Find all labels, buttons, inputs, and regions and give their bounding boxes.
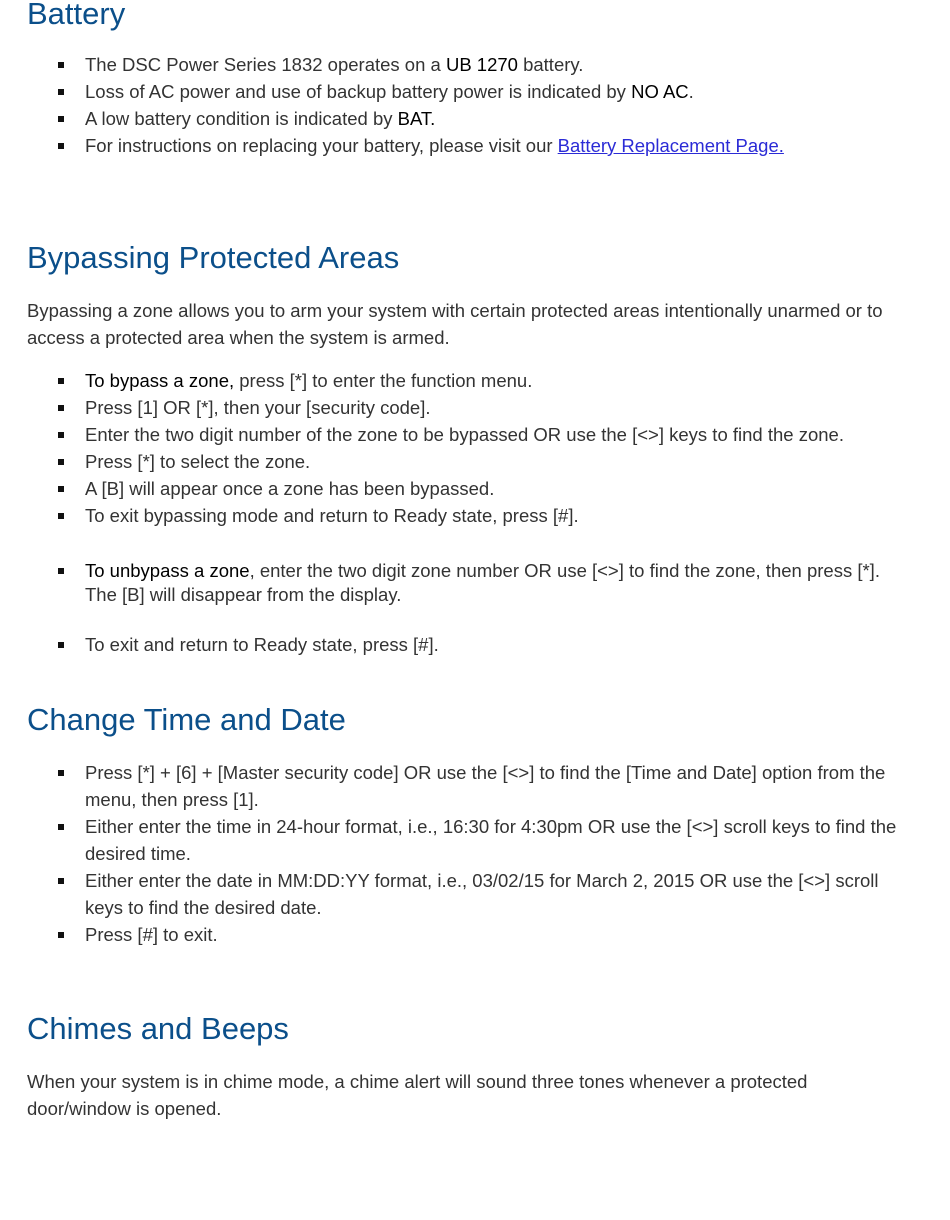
square-bullet-icon	[58, 116, 64, 122]
time-date-list	[27, 759, 907, 948]
bypass-heading: Bypassing Protected Areas	[27, 240, 400, 275]
item-text: To exit and return to Ready state, press [#].	[85, 634, 439, 655]
item-text: Either enter the date in MM:DD:YY format, i.e., 03/02/15 for March 2, 2015 OR use the [<>] scroll keys to find the desired date.	[85, 870, 879, 918]
list-item	[27, 394, 844, 421]
item-text: Press [#] to exit.	[85, 924, 218, 945]
list-item	[27, 867, 907, 921]
list-item	[27, 475, 844, 502]
square-bullet-icon	[58, 932, 64, 938]
item-text: press [*] to enter the function menu.	[234, 370, 533, 391]
square-bullet-icon	[58, 62, 64, 68]
square-bullet-icon	[58, 143, 64, 149]
item-text: Press [1] OR [*], then your [security code].	[85, 397, 431, 418]
exit-list	[27, 631, 439, 658]
list-item	[27, 559, 907, 607]
item-text: Enter the two digit number of the zone to be bypassed OR use the [<>] keys to find the zone.	[85, 424, 844, 445]
no-ac-indicator: NO AC	[631, 81, 689, 102]
item-text: Press [*] to select the zone.	[85, 451, 311, 472]
time-date-heading: Change Time and Date	[27, 702, 346, 737]
square-bullet-icon	[58, 770, 64, 776]
list-item	[27, 132, 784, 159]
item-text: A low battery condition is indicated by	[85, 108, 398, 129]
item-lead: To bypass a zone,	[85, 370, 235, 391]
battery-type: UB 1270	[445, 54, 518, 75]
square-bullet-icon	[58, 642, 64, 648]
battery-heading: Battery	[27, 0, 126, 31]
item-text: battery.	[517, 54, 584, 75]
item-lead: To unbypass a zone	[85, 560, 250, 581]
battery-list	[27, 51, 784, 159]
square-bullet-icon	[58, 89, 64, 95]
bat-indicator: BAT.	[397, 108, 436, 129]
bypass-list	[27, 367, 844, 529]
item-text: For instructions on replacing your battery, please visit our	[85, 135, 558, 156]
square-bullet-icon	[58, 432, 64, 438]
item-text: Loss of AC power and use of backup battery power is indicated by	[85, 81, 632, 102]
unbypass-list	[27, 559, 907, 607]
list-item	[27, 448, 844, 475]
list-item	[27, 813, 907, 867]
square-bullet-icon	[58, 459, 64, 465]
square-bullet-icon	[58, 513, 64, 519]
battery-replacement-link[interactable]: Battery Replacement Page.	[557, 135, 784, 156]
chimes-heading: Chimes and Beeps	[27, 1011, 289, 1046]
list-item	[27, 78, 784, 105]
item-text: Either enter the time in 24-hour format, i.e., 16:30 for 4:30pm OR use the [<>] scroll keys to find the desired time.	[85, 816, 897, 864]
square-bullet-icon	[58, 824, 64, 830]
square-bullet-icon	[58, 878, 64, 884]
list-item	[27, 105, 784, 132]
square-bullet-icon	[58, 405, 64, 411]
list-item	[27, 421, 844, 448]
list-item	[27, 51, 784, 78]
list-item	[27, 631, 439, 658]
item-text: A [B] will appear once a zone has been bypassed.	[85, 478, 495, 499]
list-item	[27, 367, 844, 394]
square-bullet-icon	[58, 568, 64, 574]
list-item	[27, 502, 844, 529]
item-text: .	[688, 81, 694, 102]
item-text: The DSC Power Series 1832 operates on a	[85, 54, 446, 75]
chimes-intro: When your system is in chime mode, a chime alert will sound three tones whenever a protected door/window is opened.	[27, 1071, 808, 1119]
item-text: Press [*] + [6] + [Master security code] OR use the [<>] to find the [Time and Date] option from the menu, then press [1].	[85, 762, 886, 810]
bypass-intro: Bypassing a zone allows you to arm your system with certain protected areas intentionally unarmed or to access a protected area when the system is armed.	[27, 300, 883, 348]
item-text: , enter the two digit zone number OR use [<>] to find the zone, then press [*]. The [B] will disappear from the display.	[85, 560, 880, 605]
square-bullet-icon	[58, 378, 64, 384]
list-item	[27, 921, 907, 948]
list-item	[27, 759, 907, 813]
item-text: To exit bypassing mode and return to Ready state, press [#].	[85, 505, 579, 526]
square-bullet-icon	[58, 486, 64, 492]
